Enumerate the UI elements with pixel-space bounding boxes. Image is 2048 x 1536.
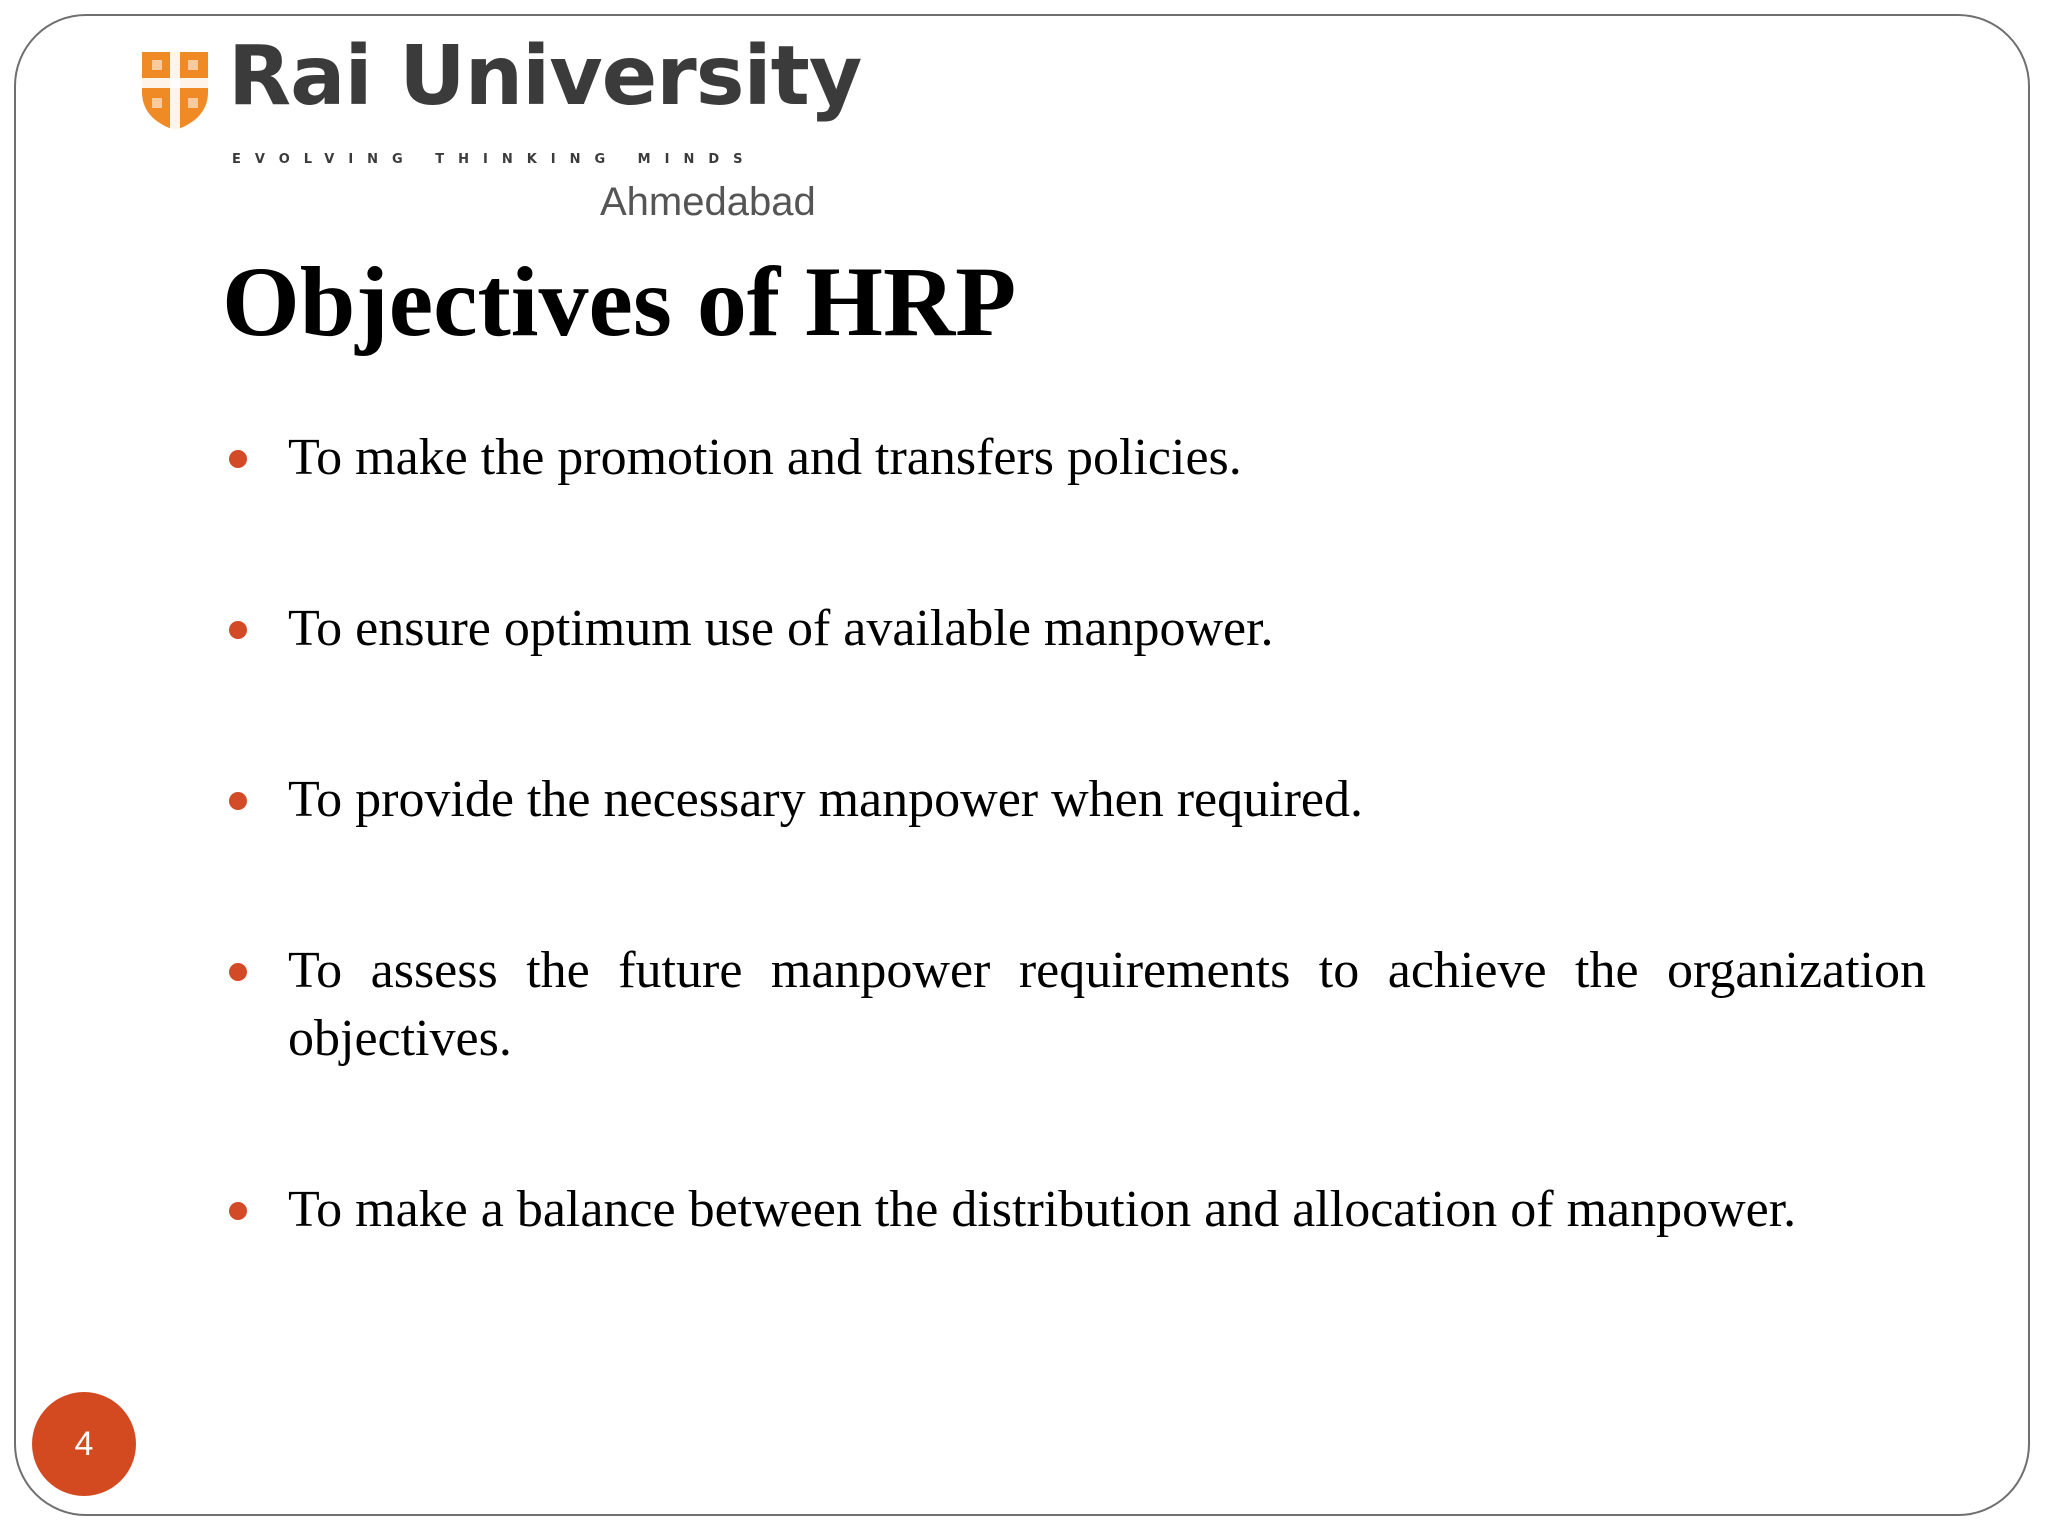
bullet-text: To provide the necessary manpower when required. — [288, 771, 1363, 828]
bullet-dot-icon — [229, 450, 247, 468]
bullet-dot-icon — [229, 621, 247, 639]
bullet-dot-icon — [229, 1202, 247, 1220]
university-logo — [138, 29, 862, 224]
bullet-dot-icon — [229, 792, 247, 810]
bullet-item — [222, 1176, 1926, 1244]
university-shield-icon — [138, 48, 212, 132]
university-city: Ahmedabad — [600, 180, 816, 224]
bullet-list — [222, 424, 1926, 1244]
bullet-item — [222, 424, 1926, 492]
slide-number-badge: 4 — [32, 1392, 136, 1496]
bullet-dot-icon — [229, 963, 247, 981]
bullet-text: To assess the future manpower requirements to achieve the organization objectives. — [288, 942, 1926, 1067]
slide-title: Objectives of HRP — [222, 246, 1017, 357]
bullet-text: To make a balance between the distribution and allocation of manpower. — [288, 1181, 1797, 1238]
bullet-text: To make the promotion and transfers policies. — [288, 429, 1242, 486]
university-tagline: EVOLVING THINKING MINDS — [232, 152, 757, 167]
university-name: Rai University — [228, 29, 862, 124]
bullet-item — [222, 595, 1926, 663]
bullet-text: To ensure optimum use of available manpower. — [288, 600, 1274, 657]
bullet-item — [222, 766, 1926, 834]
bullet-item — [222, 937, 1926, 1073]
